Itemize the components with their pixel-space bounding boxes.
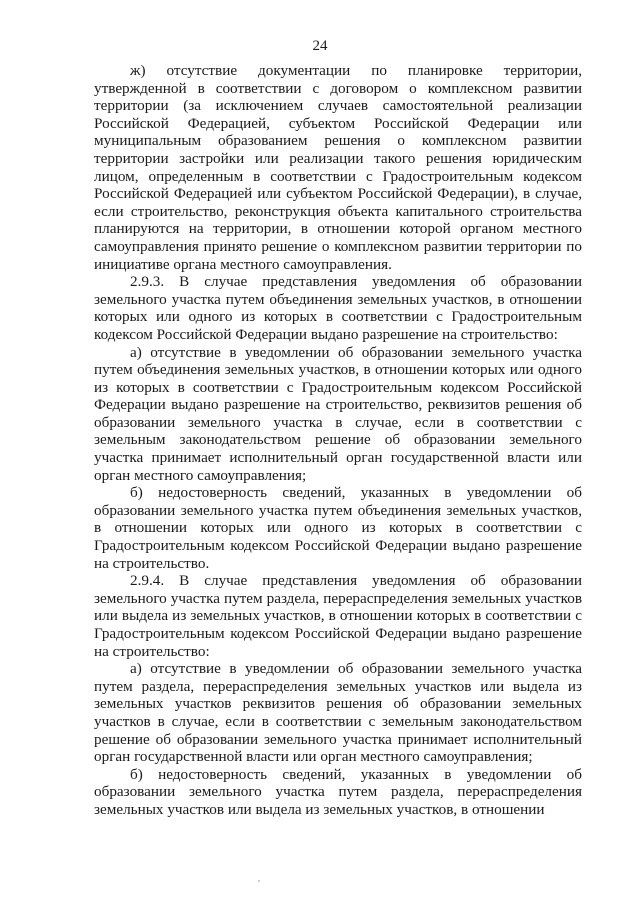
scan-speck: [258, 880, 260, 882]
paragraph-clause-2-9-4: 2.9.4. В случае представления уведомления об образовании земельного участка путем раздела, перераспределения земельных участков или выдела из земельных участков, в отношении которых в соответствии с Градостроительным кодексом Российской Федерации выдано разрешение на строительство:: [94, 572, 582, 660]
paragraph-clause-2-9-3: 2.9.3. В случае представления уведомления об образовании земельного участка путем объединения земельных участков, в отношении которых или одного из которых в соответствии с Градостроительным кодексом Российской Федерации выдано разрешение на строительство:: [94, 273, 582, 343]
paragraph-item-b-2: б) недостоверность сведений, указанных в уведомлении об образовании земельного участка путем раздела, перераспределения земельных участков или выдела из земельных участков, в отношении: [94, 765, 582, 818]
paragraph-item-zh: ж) отсутствие документации по планировке территории, утвержденной в соответствии с договором о комплексном развитии территории (за исключением случаев самостоятельной реализации Российской Федерацией, субъектом Российской Федерации или муниципальным образованием решения о комплексном развитии территории застройки или реализации такого решения юридическим лицом, определенным в соответствии с Градостроительным кодексом Российской Федерацией или субъектом Российской Федерации), в случае, если строительство, реконструкция объекта капитального строительства планируются на территории, в отношении которой органом местного самоуправления принято решение о комплексном развитии территории по инициативе органа местного самоуправления.: [94, 62, 582, 273]
paragraph-item-b-1: б) недостоверность сведений, указанных в уведомлении об образовании земельного участка путем объединения земельных участков, в отношении которых или одного из которых в соответствии с Градостроительным кодексом Российской Федерации выдано разрешение на строительство.: [94, 484, 582, 572]
page-number: 24: [312, 38, 328, 54]
document-body: [94, 62, 582, 819]
paragraph-item-a-2: а) отсутствие в уведомлении об образовании земельного участка путем раздела, перераспределения земельных участков или выдела из земельных участков реквизитов решения об образовании земельных участков в случае, если в соответствии с земельным законодательством решение об образовании земельного участка принимает исполнительный орган государственной власти или орган местного самоуправления;: [94, 660, 582, 766]
paragraph-item-a-1: а) отсутствие в уведомлении об образовании земельного участка путем объединения земельных участков, в отношении которых или одного из которых в соответствии с Градостроительным кодексом Российской Федерации выдано разрешение на строительство, реквизитов решения об образовании земельного участка в случае, если в соответствии с земельным законодательством решение об образовании земельного участка принимает исполнительный орган государственной власти или орган местного самоуправления;: [94, 343, 582, 484]
